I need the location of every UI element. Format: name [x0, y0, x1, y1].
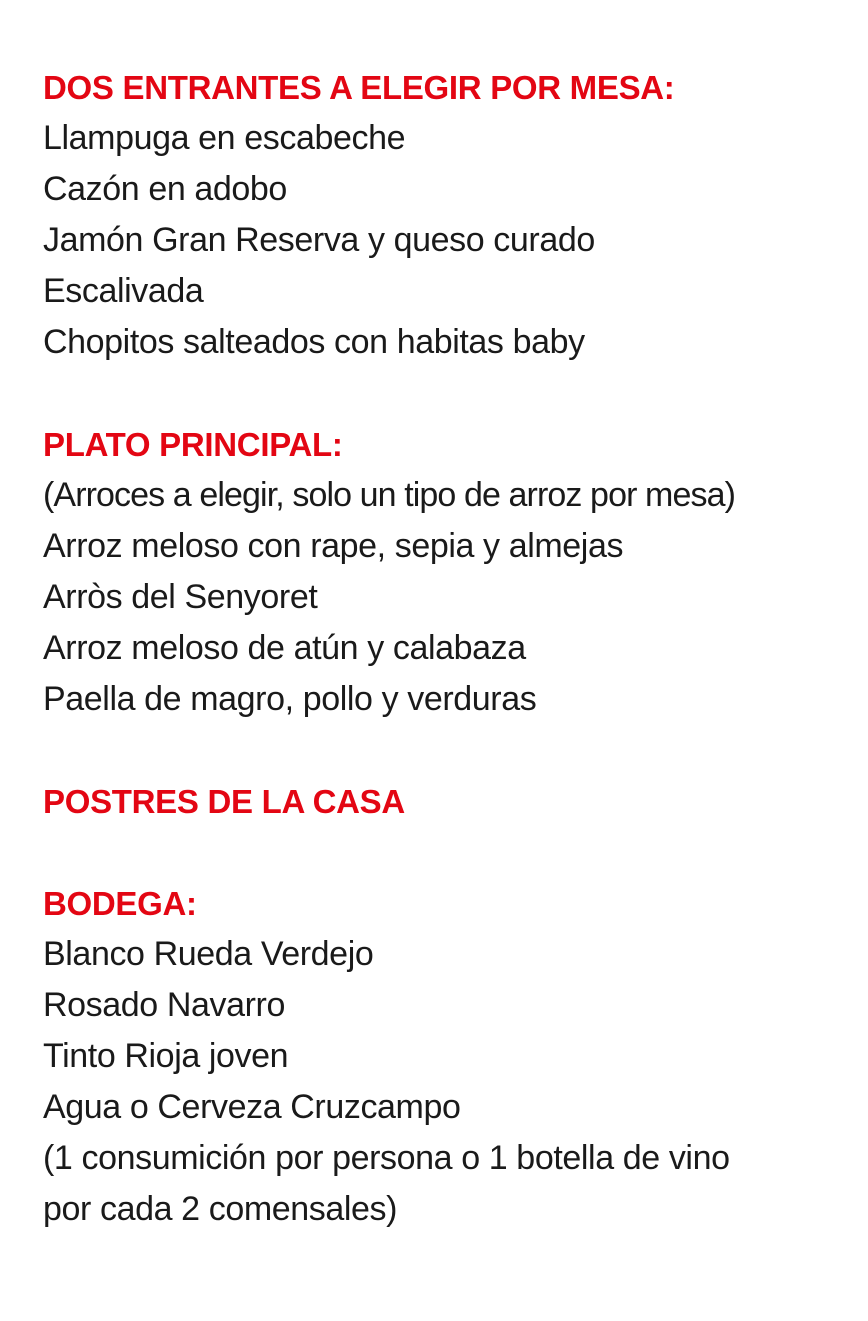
- section-plato-principal: [43, 419, 863, 725]
- section-heading: PLATO PRINCIPAL:: [43, 426, 343, 463]
- section-entrantes: [43, 62, 863, 368]
- menu-item: Arroz meloso de atún y calabaza: [43, 629, 526, 667]
- menu-note: (1 consumición por persona o 1 botella de vino: [43, 1139, 730, 1177]
- menu-note: (Arroces a elegir, solo un tipo de arroz por mesa): [43, 476, 736, 514]
- menu-item: Llampuga en escabeche: [43, 119, 406, 157]
- menu-item: Arròs del Senyoret: [43, 578, 318, 616]
- menu-item: Arroz meloso con rape, sepia y almejas: [43, 527, 624, 565]
- section-postres: [43, 776, 863, 827]
- menu-item: Jamón Gran Reserva y queso curado: [43, 221, 595, 259]
- menu-note: por cada 2 comensales): [43, 1190, 398, 1228]
- menu-item: Chopitos salteados con habitas baby: [43, 323, 585, 361]
- section-heading: DOS ENTRANTES A ELEGIR POR MESA:: [43, 69, 675, 106]
- menu-item: Cazón en adobo: [43, 170, 287, 208]
- menu-item: Tinto Rioja joven: [43, 1037, 289, 1075]
- section-bodega: [43, 878, 863, 1235]
- menu-item: Agua o Cerveza Cruzcampo: [43, 1088, 461, 1126]
- menu-document: [43, 62, 863, 1286]
- menu-item: Escalivada: [43, 272, 204, 310]
- menu-item: Paella de magro, pollo y verduras: [43, 680, 537, 718]
- menu-item: Rosado Navarro: [43, 986, 285, 1024]
- section-heading: BODEGA:: [43, 885, 197, 922]
- menu-item: Blanco Rueda Verdejo: [43, 935, 374, 973]
- section-heading: POSTRES DE LA CASA: [43, 783, 405, 820]
